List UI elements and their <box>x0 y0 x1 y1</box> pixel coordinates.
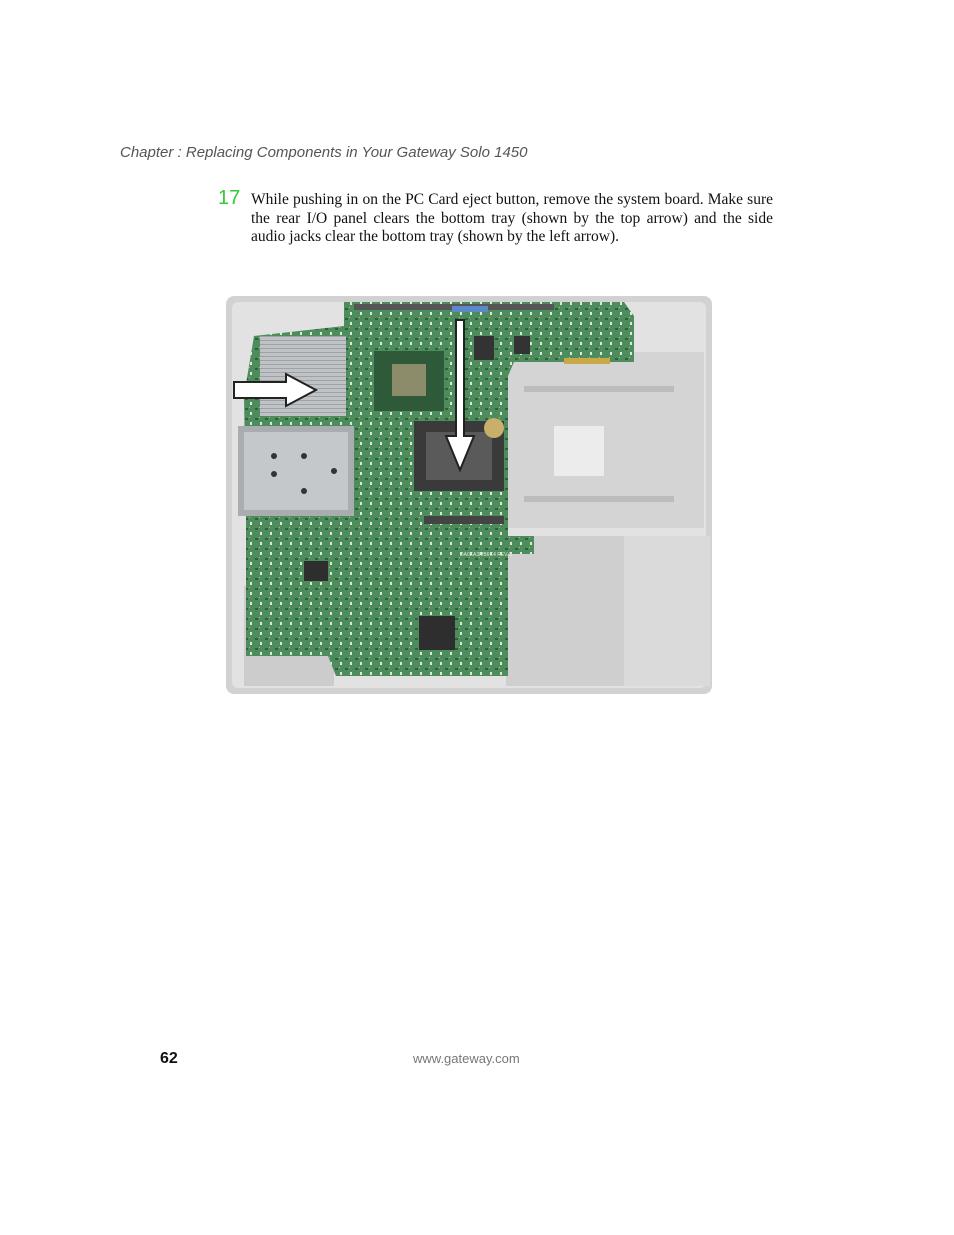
step-number: 17 <box>218 187 241 209</box>
board-part-label: DA0EA3MB6C4 REV.C <box>460 552 513 558</box>
system-board-figure <box>224 296 716 696</box>
system-board-illustration <box>224 296 716 696</box>
step-instruction: While pushing in on the PC Card eject button, remove the system board. Make sure the rear I/O panel clears the bottom tray (shown by the top arrow) and the side audio jacks clear the bottom tray (shown by the left arrow). <box>251 191 773 246</box>
chapter-header: Chapter : Replacing Components in Your Gateway Solo 1450 <box>120 144 528 161</box>
footer-url: www.gateway.com <box>413 1051 520 1066</box>
page-number: 62 <box>160 1050 178 1067</box>
